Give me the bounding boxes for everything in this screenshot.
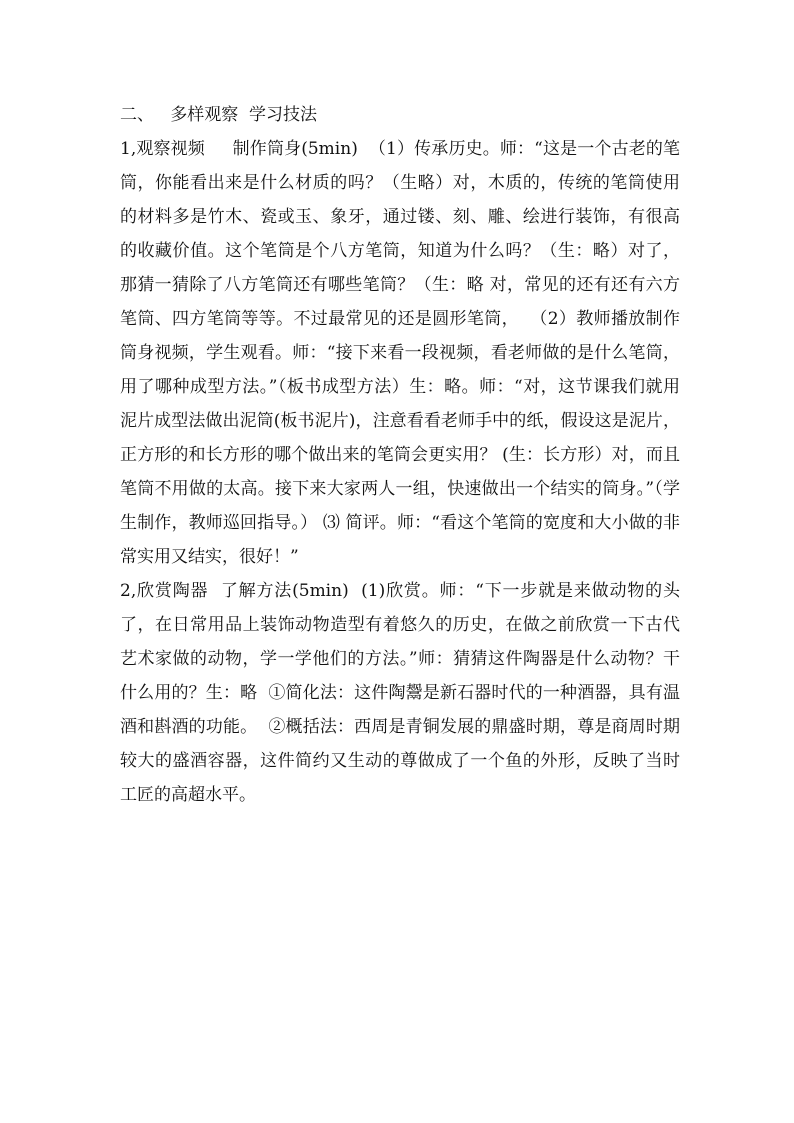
document-body xyxy=(120,98,680,812)
paragraph-observe-video: 1,观察视频 制作筒身(5min) （1）传承历史。师：“这是一个古老的笔筒，你能看出来是什么材质的吗？（生略）对，木质的，传统的笔筒使用的材料多是竹木、瓷或玉、象牙，通过镂、刻、雕、绘进行装饰，有很高的收藏价值。这个笔筒是个八方笔筒，知道为什么吗？（生：略）对了，那猜一猜除了八方笔筒还有哪些笔筒？（生：略 对，常见的还有还有六方笔筒、四方笔筒等等。不过最常见的还是圆形笔筒， （2）教师播放制作筒身视频，学生观看。师：“接下来看一段视频，看老师做的是什么笔筒，用了哪种成型方法。”（板书成型方法）生：略。师：“对，这节课我们就用泥片成型法做出泥筒(板书泥片)，注意看看老师手中的纸，假设这是泥片，正方形的和长方形的哪个做出来的笔筒会更实用？ (生：长方形）对，而且笔筒不用做的太高。接下来大家两人一组，快速做出一个结实的筒身。”（学生制作，教师巡回指导。） ⑶ 简评。师：“看这个笔筒的宽度和大小做的非常实用又结实，很好！” xyxy=(120,139,680,567)
paragraph-appreciate-pottery: 2,欣赏陶器 了解方法(5min) (1)欣赏。师：“下一步就是来做动物的头了，在日常用品上装饰动物造型有着悠久的历史，在做之前欣赏一下古代艺术家做的动物，学一学他们的方法。”师：猜猜这件陶器是什么动物？干什么用的？生：略 ①简化法：这件陶鬶是新石器时代的一种酒器，具有温酒和斟酒的功能。 ②概括法：西周是青铜发展的鼎盛时期，尊是商周时期较大的盛酒容器，这件简约又生动的尊做成了一个鱼的外形，反映了当时工匠的高超水平。 xyxy=(120,581,680,805)
section-heading: 二、 多样观察 学习技法 xyxy=(120,105,318,125)
